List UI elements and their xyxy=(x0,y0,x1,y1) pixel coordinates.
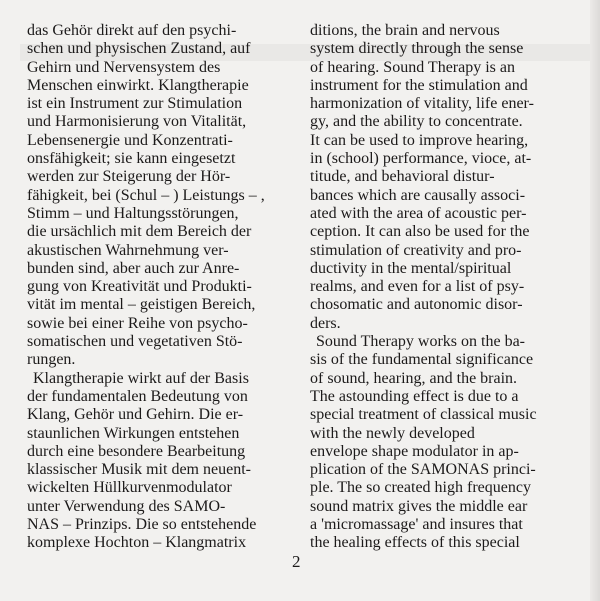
text-line: ated with the area of acoustic per- xyxy=(310,204,527,222)
text-line: sis of the fundamental significance xyxy=(310,351,534,369)
text-line: ditions, the brain and nervous xyxy=(310,22,500,39)
text-line: klassischer Musik mit dem neuent- xyxy=(27,461,251,479)
text-line: system directly through the sense xyxy=(310,40,524,58)
text-line: durch eine besondere Bearbeitung xyxy=(27,442,246,460)
text-line: realms, and even for a list of psy- xyxy=(310,278,525,296)
text-line: bunden sind, aber auch zur Anre- xyxy=(27,259,240,277)
text-line: onsfähigkeit; sie kann eingesetzt xyxy=(27,150,236,168)
text-line: unter Verwendung des SAMO- xyxy=(27,497,226,515)
text-line: The astounding effect is due to a xyxy=(310,387,519,405)
text-line: sowie bei einer Reihe von psycho- xyxy=(27,314,248,332)
text-line: a 'micromassage' and insures that xyxy=(310,516,523,534)
text-line: Lebensenergie und Konzentrati- xyxy=(27,131,233,149)
german-text-column xyxy=(27,22,287,553)
text-line: NAS – Prinzips. Die so entstehende xyxy=(27,516,257,534)
text-line: und Harmonisierung von Vitalität, xyxy=(27,113,247,131)
text-line: envelope shape modulator in ap- xyxy=(310,442,519,460)
text-line: Sound Therapy works on the ba- xyxy=(316,333,525,351)
text-line: Menschen einwirkt. Klangtherapie xyxy=(27,76,249,94)
text-line: fähigkeit, bei (Schul – ) Leistungs – , xyxy=(27,186,265,204)
page-edge xyxy=(590,0,600,601)
text-line: ductivity in the mental/spiritual xyxy=(310,259,512,277)
text-line: werden zur Steigerung der Hör- xyxy=(27,168,231,186)
text-line: Klang, Gehör und Gehirn. Die er- xyxy=(27,406,244,424)
text-line: komplexe Hochton – Klangmatrix xyxy=(27,534,247,552)
text-line: ist ein Instrument zur Stimulation xyxy=(27,95,243,113)
page-number: 2 xyxy=(292,552,301,571)
text-line: das Gehör direkt auf den psychi- xyxy=(27,22,237,39)
text-line: of sound, hearing, and the brain. xyxy=(310,369,518,387)
text-line: rungen. xyxy=(27,351,76,369)
text-line: harmonization of vitality, life ener- xyxy=(310,95,534,113)
text-line: of hearing. Sound Therapy is an xyxy=(310,58,515,76)
text-line: chosomatic and autonomic disor- xyxy=(310,296,523,314)
text-line: der fundamentalen Bedeutung von xyxy=(27,387,248,405)
text-line: Gehirn und Nervensystem des xyxy=(27,58,221,76)
english-text-column xyxy=(310,22,572,553)
text-line: akustischen Wahrnehmung ver- xyxy=(27,241,229,259)
text-line: vität im mental – geistigen Bereich, xyxy=(27,296,256,314)
text-line: stimulation of creativity and pro- xyxy=(310,241,522,259)
text-line: gung von Kreativität und Produkti- xyxy=(27,278,252,296)
text-line: Stimm – und Haltungsstörungen, xyxy=(27,204,239,222)
text-line: in (school) performance, vioce, at- xyxy=(310,150,532,168)
text-line: die ursächlich mit dem Bereich der xyxy=(27,223,252,241)
text-line: ception. It can also be used for the xyxy=(310,223,530,241)
text-line: the healing effects of this special xyxy=(310,534,520,552)
text-line: It can be used to improve hearing, xyxy=(310,131,529,149)
text-line: Klangtherapie wirkt auf der Basis xyxy=(33,369,249,387)
text-line: bances which are causally associ- xyxy=(310,186,526,204)
text-line: wickelten Hüllkurvenmodulator xyxy=(27,479,232,497)
text-line: somatischen und vegetativen Stö- xyxy=(27,333,243,351)
text-line: with the newly developed xyxy=(310,424,475,442)
text-line: ple. The so created high frequency xyxy=(310,479,531,497)
text-line: special treatment of classical music xyxy=(310,406,537,424)
text-line: ders. xyxy=(310,314,341,332)
text-line: instrument for the stimulation and xyxy=(310,76,528,94)
text-line: gy, and the ability to concentrate. xyxy=(310,113,523,131)
text-line: sound matrix gives the middle ear xyxy=(310,497,528,515)
text-line: staunlichen Wirkungen entstehen xyxy=(27,424,240,442)
text-line: titude, and behavioral distur- xyxy=(310,168,495,186)
text-line: schen und physischen Zustand, auf xyxy=(27,40,251,58)
text-line: plication of the SAMONAS princi- xyxy=(310,461,536,479)
